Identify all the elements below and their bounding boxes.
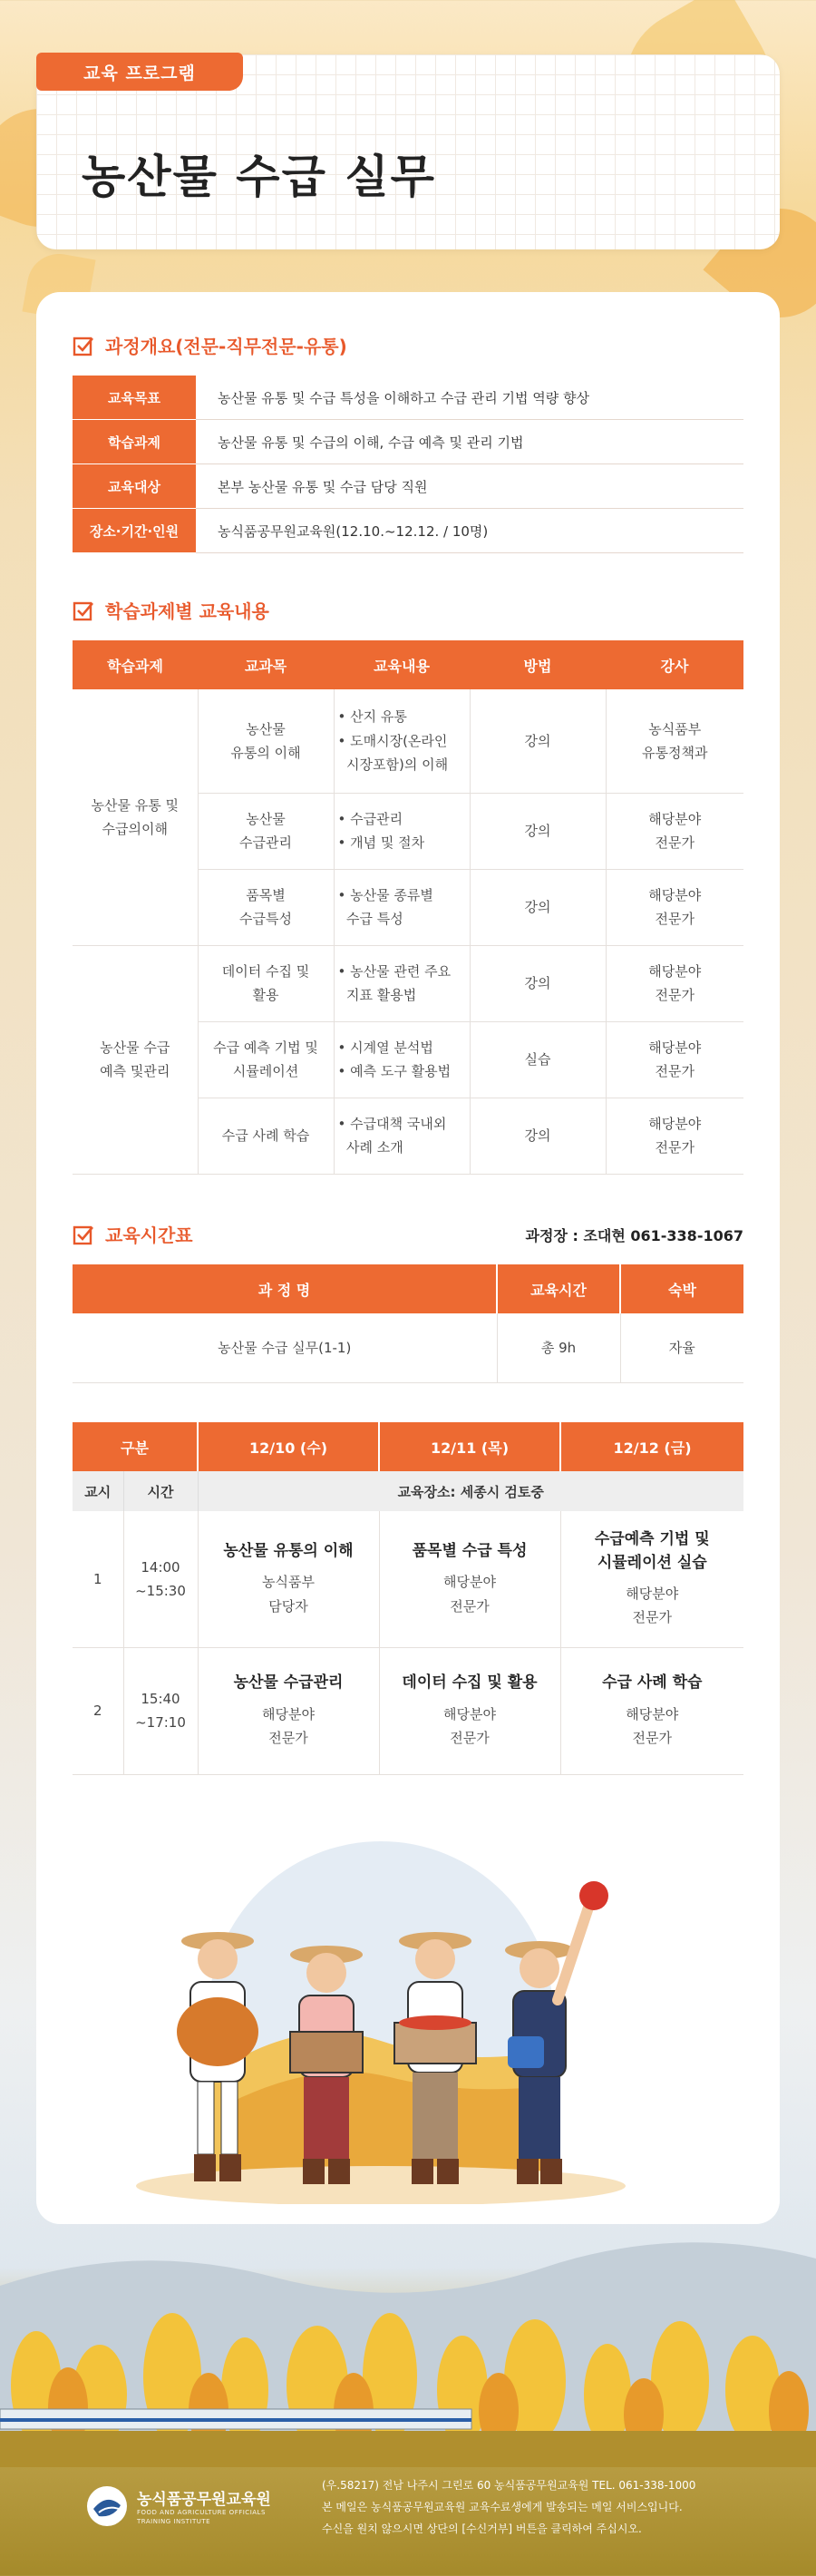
session-cell: 데이터 수집 및 활용 해당분야 전문가 bbox=[379, 1647, 560, 1774]
schedule-table bbox=[73, 1422, 743, 1775]
schedule-row bbox=[73, 1511, 743, 1647]
content-cell: • 수급대책 국내외 사례 소개 bbox=[334, 1098, 470, 1174]
footer-info bbox=[322, 2474, 695, 2540]
period-number: 2 bbox=[73, 1647, 123, 1774]
overview-label: 학습과제 bbox=[73, 420, 196, 464]
logo-name: 농식품공무원교육원 bbox=[137, 2491, 271, 2510]
farmers-illustration bbox=[118, 1805, 644, 2204]
session-cell: 수급 사례 학습 해당분야 전문가 bbox=[560, 1647, 743, 1774]
schedule-header: 12/10 (수) bbox=[198, 1422, 379, 1471]
overview-label: 장소·기간·인원 bbox=[73, 509, 196, 553]
schedule-header: 12/11 (목) bbox=[379, 1422, 560, 1471]
content-cell: • 농산물 관련 주요 지표 활용법 bbox=[334, 945, 470, 1021]
timetable-section-title bbox=[73, 1221, 193, 1247]
overview-value: 농산물 유통 및 수급 특성을 이해하고 수급 관리 기법 역량 향상 bbox=[196, 376, 743, 420]
page-title: 농산물 수급 실무 bbox=[82, 151, 436, 203]
summary-cell: 농산물 수급 실무(1-1) bbox=[73, 1313, 497, 1382]
footer-unsubscribe-notice: 수신을 원치 않으시면 상단의 [수신거부] 버튼을 클릭하여 주십시오. bbox=[322, 2522, 642, 2535]
subject-cell: 농산물 유통의 이해 bbox=[198, 689, 334, 793]
schedule-subheader: 교시 bbox=[73, 1471, 123, 1511]
session-cell: 수급예측 기법 및 시뮬레이션 실습 해당분야 전문가 bbox=[560, 1511, 743, 1647]
institute-logo bbox=[86, 2485, 271, 2527]
content-cell: • 산지 유통 • 도매시장(온라인 시장포함)의 이해 bbox=[334, 689, 470, 793]
curriculum-header: 학습과제 bbox=[73, 640, 198, 689]
logo-mark-icon bbox=[86, 2485, 128, 2527]
curriculum-header: 교과목 bbox=[198, 640, 334, 689]
logo-subtitle: FOOD AND AGRICULTURE OFFICIALS TRAINING INSTITUTE bbox=[137, 2509, 266, 2525]
overview-row bbox=[73, 509, 743, 553]
lecturer-cell: 해당분야 전문가 bbox=[606, 793, 743, 869]
overview-label: 교육목표 bbox=[73, 376, 196, 420]
overview-row bbox=[73, 376, 743, 420]
program-tag: 교육 프로그램 bbox=[36, 53, 243, 91]
schedule-subheader: 시간 bbox=[123, 1471, 198, 1511]
content-cell: • 농산물 종류별 수급 특성 bbox=[334, 869, 470, 945]
session-cell: 농산물 수급관리 해당분야 전문가 bbox=[198, 1647, 379, 1774]
overview-label: 교육대상 bbox=[73, 464, 196, 509]
curriculum-section-title bbox=[73, 597, 269, 623]
session-cell: 품목별 수급 특성 해당분야 전문가 bbox=[379, 1511, 560, 1647]
period-time: 15:40 ~17:10 bbox=[123, 1647, 198, 1774]
overview-row bbox=[73, 420, 743, 464]
overview-value: 본부 농산물 유통 및 수급 담당 직원 bbox=[196, 464, 743, 509]
subject-cell: 수급 사례 학습 bbox=[198, 1098, 334, 1174]
subject-cell: 데이터 수집 및 활용 bbox=[198, 945, 334, 1021]
curriculum-title-text: 학습과제별 교육내용 bbox=[105, 600, 269, 622]
timetable-title-text: 교육시간표 bbox=[105, 1225, 193, 1246]
curriculum-row bbox=[73, 689, 743, 793]
footer-address: (우.58217) 전남 나주시 그린로 60 농식품공무원교육원 TEL. 061-338-1000 bbox=[322, 2479, 696, 2492]
schedule-header: 12/12 (금) bbox=[560, 1422, 743, 1471]
learning-task-cell: 농산물 수급 예측 및관리 bbox=[73, 945, 198, 1174]
period-time: 14:00 ~15:30 bbox=[123, 1511, 198, 1647]
schedule-header: 구분 bbox=[73, 1422, 198, 1471]
curriculum-row bbox=[73, 945, 743, 1021]
footer-mail-notice: 본 메일은 농식품공무원교육원 교육수료생에게 발송되는 메일 서비스입니다. bbox=[322, 2501, 683, 2513]
method-cell: 강의 bbox=[470, 945, 606, 1021]
curriculum-header: 강사 bbox=[606, 640, 743, 689]
course-summary-table bbox=[73, 1264, 743, 1383]
method-cell: 실습 bbox=[470, 1021, 606, 1098]
learning-task-cell: 농산물 유통 및 수급의이해 bbox=[73, 689, 198, 945]
overview-title-text: 과정개요(전문-직무전문-유통) bbox=[105, 336, 347, 357]
summary-cell: 자율 bbox=[620, 1313, 743, 1382]
method-cell: 강의 bbox=[470, 1098, 606, 1174]
autumn-forest-illustration bbox=[0, 2204, 816, 2467]
lecturer-cell: 해당분야 전문가 bbox=[606, 1098, 743, 1174]
period-number: 1 bbox=[73, 1511, 123, 1647]
check-box-icon bbox=[73, 600, 94, 621]
method-cell: 강의 bbox=[470, 793, 606, 869]
method-cell: 강의 bbox=[470, 689, 606, 793]
course-manager-contact: 과정장 : 조대현 061-338-1067 bbox=[525, 1227, 743, 1244]
lecturer-cell: 해당분야 전문가 bbox=[606, 869, 743, 945]
content-cell: • 시계열 분석법 • 예측 도구 활용법 bbox=[334, 1021, 470, 1098]
subject-cell: 농산물 수급관리 bbox=[198, 793, 334, 869]
subject-cell: 수급 예측 기법 및 시뮬레이션 bbox=[198, 1021, 334, 1098]
check-box-icon bbox=[73, 1224, 94, 1245]
summary-header: 과 정 명 bbox=[73, 1264, 497, 1313]
summary-header: 교육시간 bbox=[497, 1264, 620, 1313]
curriculum-header: 교육내용 bbox=[334, 640, 470, 689]
summary-cell: 총 9h bbox=[497, 1313, 620, 1382]
overview-section-title bbox=[73, 332, 347, 358]
main-card bbox=[36, 292, 780, 2224]
session-cell: 농산물 유통의 이해 농식품부 담당자 bbox=[198, 1511, 379, 1647]
check-box-icon bbox=[73, 335, 94, 356]
schedule-subheader: 교육장소: 세종시 검토중 bbox=[198, 1471, 743, 1511]
content-cell: • 수급관리 • 개념 및 절차 bbox=[334, 793, 470, 869]
lecturer-cell: 해당분야 전문가 bbox=[606, 1021, 743, 1098]
overview-value: 농식품공무원교육원(12.10.~12.12. / 10명) bbox=[196, 509, 743, 553]
lecturer-cell: 농식품부 유통정책과 bbox=[606, 689, 743, 793]
lecturer-cell: 해당분야 전문가 bbox=[606, 945, 743, 1021]
curriculum-header: 방법 bbox=[470, 640, 606, 689]
curriculum-table bbox=[73, 640, 743, 1175]
overview-value: 농산물 유통 및 수급의 이해, 수급 예측 및 관리 기법 bbox=[196, 420, 743, 464]
method-cell: 강의 bbox=[470, 869, 606, 945]
overview-table bbox=[73, 376, 743, 553]
schedule-row bbox=[73, 1647, 743, 1774]
summary-header: 숙박 bbox=[620, 1264, 743, 1313]
overview-row bbox=[73, 464, 743, 509]
subject-cell: 품목별 수급특성 bbox=[198, 869, 334, 945]
